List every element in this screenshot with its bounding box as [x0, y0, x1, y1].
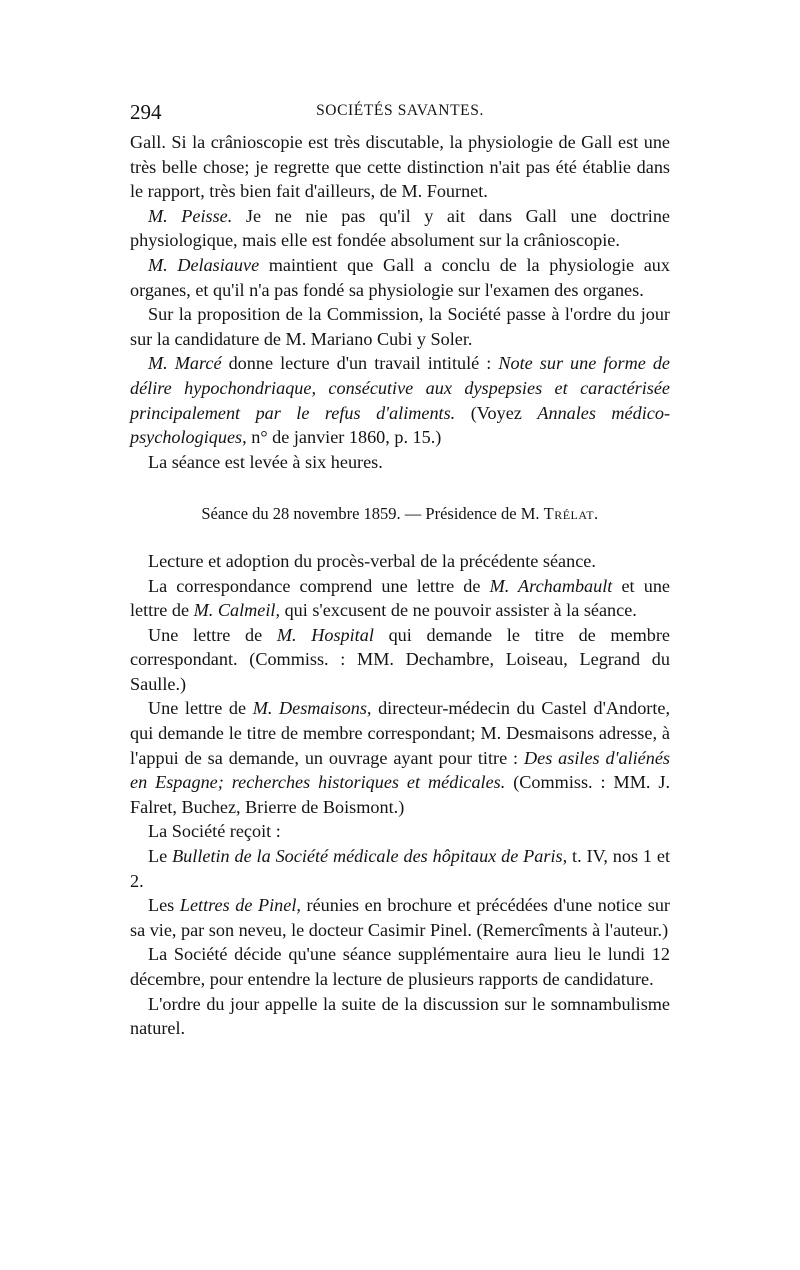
paragraph-correspondance: La correspondance comprend une lettre de M. Archambault et une lettre de M. Calmeil, qui s'excusent de ne pouvoir assister à la séance.: [130, 575, 670, 621]
paragraph-recoit: La Société reçoit :: [148, 821, 281, 842]
paragraph-gall: Gall. Si la crânioscopie est très discutable, la physiologie de Gall est une très belle chose; je regrette que cette distinction n'ait pas été établie dans le rapport, très bien fait d'ailleurs, de M. Fournet.: [130, 132, 670, 202]
paragraph-marce: M. Marcé donne lecture d'un travail intitulé : Note sur une forme de délire hypochondriaque, consécutive aux dyspepsies et caractérisée principalement par le refus d'aliments. (Voyez Annales médico-psychologiques, n° de janvier 1860, p. 15.): [130, 353, 671, 448]
president-name: Trélat.: [543, 504, 599, 524]
paragraph-lecture: Lecture et adoption du procès-verbal de la précédente séance.: [148, 550, 596, 571]
speaker-delasiauve: M. Delasiauve: [148, 254, 260, 275]
paragraph-peisse: M. Peisse. Je ne nie pas qu'il y ait dans Gall une doctrine physiologique, mais elle est fondée absolument sur la crânioscopie.: [130, 205, 670, 251]
work-title: Note sur une forme de délire hypochondriaque, consécutive aux dyspepsies et caractérisée principalement par le refus d'aliments.: [130, 353, 671, 423]
paragraph-ordre-du-jour: L'ordre du jour appelle la suite de la discussion sur le somnambulisme naturel.: [130, 993, 670, 1039]
seance-heading: Séance du 28 novembre 1859. — Présidence de M. Trélat.: [201, 504, 599, 524]
paragraph-commission: Sur la proposition de la Commission, la Société passe à l'ordre du jour sur la candidature de M. Mariano Cubi y Soler.: [130, 304, 670, 349]
paragraph-pinel: Les Lettres de Pinel, réunies en brochure et précédées d'une notice sur sa vie, par son neveu, le docteur Casimir Pinel. (Remercîments à l'auteur.): [130, 895, 670, 940]
page-header: [130, 100, 670, 128]
journal-title: Annales médico-psychologiques: [130, 402, 670, 448]
paragraph-delasiauve: M. Delasiauve maintient que Gall a conclu de la physiologie aux organes, et qu'il n'a pas fondé sa physiologie sur l'examen des organes.: [130, 254, 670, 300]
paragraph-seance-supplementaire: La Société décide qu'une séance supplémentaire aura lieu le lundi 12 décembre, pour entendre la lecture de plusieurs rapports de candidature.: [130, 944, 670, 989]
speaker-marce: M. Marcé: [148, 353, 222, 374]
page-number: 294: [130, 100, 162, 124]
paragraph-bulletin: Le Bulletin de la Société médicale des hôpitaux de Paris, t. IV, nos 1 et 2.: [130, 846, 670, 891]
paragraph-hospital: Une lettre de M. Hospital qui demande le titre de membre correspondant. (Commiss. : MM. Dechambre, Loiseau, Legrand du Saulle.): [130, 624, 670, 694]
paragraph-levee: La séance est levée à six heures.: [148, 451, 383, 472]
paragraph-desmaisons: Une lettre de M. Desmaisons, directeur-médecin du Castel d'Andorte, qui demande le titre de membre correspondant; M. Desmaisons adresse, à l'appui de sa demande, un ouvrage ayant pour titre : Des asiles d'aliénés en Espagne; recherches historiques et médicales. (Commiss. : MM. J. Falret, Buchez, Brierre de Boismont.): [130, 698, 671, 817]
speaker-peisse: M. Peisse.: [148, 205, 233, 226]
running-title: SOCIÉTÉS SAVANTES.: [316, 102, 484, 119]
body-text: [130, 130, 670, 1041]
